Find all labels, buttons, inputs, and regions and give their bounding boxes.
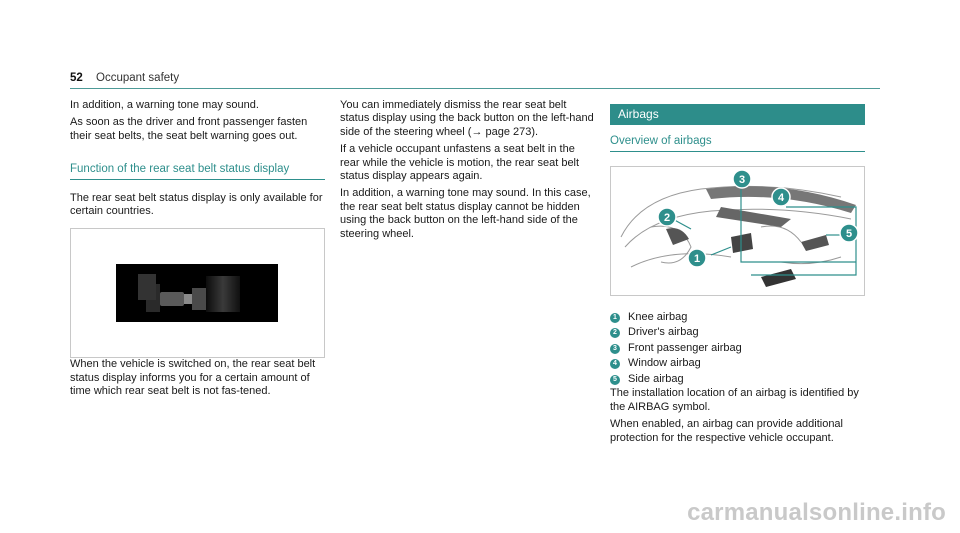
airbag-legend <box>610 310 865 388</box>
page-number: 52 <box>70 72 83 84</box>
seat-belt-icon <box>116 264 278 322</box>
legend-label: Window airbag <box>628 357 701 370</box>
callout-2: 2 <box>663 211 671 224</box>
seat-belt-display-figure <box>70 228 325 358</box>
right-column <box>610 104 865 449</box>
section-title: Occupant safety <box>96 72 180 84</box>
paragraph: When the vehicle is switched on, the rear seat belt status display informs you for a certain amount of time which rear seat belt is not fas-tened. <box>70 358 316 398</box>
legend-number-badge: 3 <box>610 344 620 354</box>
legend-item <box>610 356 865 372</box>
callout-5: 5 <box>845 227 853 240</box>
paragraph: The installation location of an airbag is identified by the AIRBAG symbol. <box>610 387 859 413</box>
paragraph: In addition, a warning tone may sound. In this case, the rear seat belt status display cannot be hidden using the back button on the left-hand side of the steering wheel. <box>340 187 591 240</box>
legend-item <box>610 310 865 326</box>
paragraph: You can immediately dismiss the rear seat belt status display using the back button on the left-hand side of the steering wheel (→ page 273). <box>340 99 594 138</box>
airbags-title-bar: Airbags <box>610 104 865 125</box>
legend-label: Knee airbag <box>628 310 688 323</box>
callout-1: 1 <box>693 252 701 265</box>
watermark: carmanualsonline.info <box>687 499 946 526</box>
legend-number-badge: 4 <box>610 359 620 369</box>
paragraph: As soon as the driver and front passenger fasten their seat belts, the seat belt warning goes out. <box>70 116 308 142</box>
overview-airbags-heading: Overview of airbags <box>610 135 865 151</box>
middle-column <box>340 99 595 245</box>
paragraph: If a vehicle occupant unfastens a seat belt in the rear while the vehicle is motion, the rear seat belt status display appears again. <box>340 143 580 183</box>
legend-item <box>610 341 865 357</box>
callout-4: 4 <box>777 191 785 204</box>
car-interior-illustration <box>611 167 864 295</box>
section-heading-rear-belt-display: Function of the rear seat belt status display <box>70 163 325 179</box>
legend-number-badge: 1 <box>610 313 620 323</box>
legend-number-badge: 5 <box>610 375 620 385</box>
airbag-overview-figure <box>610 166 865 296</box>
seat-belt-display-image <box>116 264 278 322</box>
legend-label: Side airbag <box>628 372 684 385</box>
legend-label: Driver's airbag <box>628 326 699 339</box>
paragraph: When enabled, an airbag can provide additional protection for the respective vehicle occupant. <box>610 418 843 444</box>
header-divider <box>70 88 880 89</box>
paragraph: In addition, a warning tone may sound. <box>70 99 259 111</box>
legend-item <box>610 325 865 341</box>
page-header <box>70 72 179 84</box>
left-column <box>70 99 325 403</box>
legend-number-badge: 2 <box>610 328 620 338</box>
legend-item <box>610 372 865 388</box>
legend-label: Front passenger airbag <box>628 341 742 354</box>
callout-3: 3 <box>738 173 746 186</box>
paragraph: The rear seat belt status display is only available for certain countries. <box>70 191 323 218</box>
